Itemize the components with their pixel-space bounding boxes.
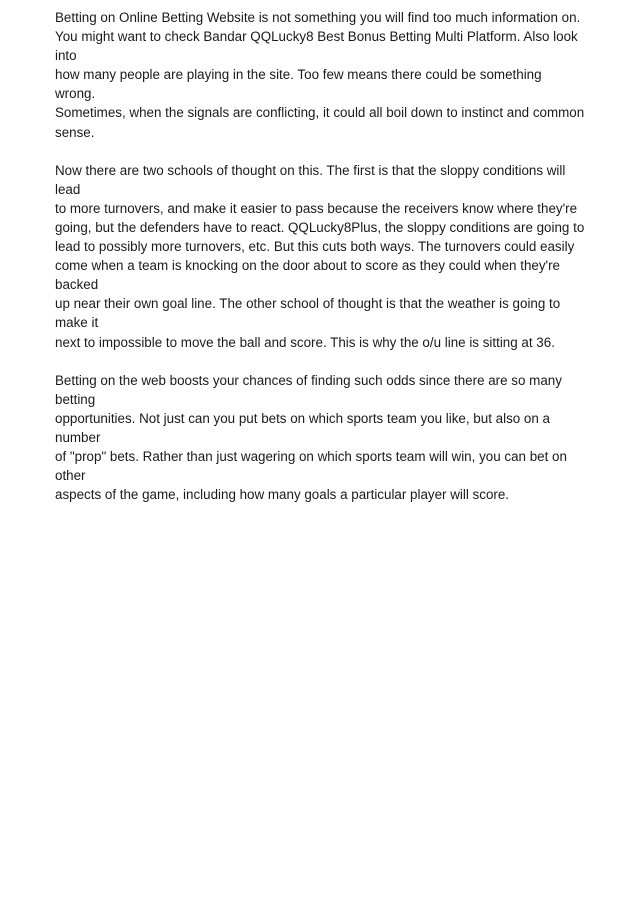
paragraph-1: Betting on Online Betting Website is not something you will find too much information on. You might want to check Bandar QQLucky8 Best Bonus Betting Multi Platform. Also look into how many people are playing in the site. Too few means there could be something wrong. Sometimes, when the signals are conflicting, it could all boil down to instinct and common sense. bbox=[55, 10, 585, 140]
paragraph-2: Now there are two schools of thought on this. The first is that the sloppy conditions will lead to more turnovers, and make it easier to pass because the receivers know where they're going, but the defenders have to react. QQLucky8Plus, the sloppy conditions are going to lead to possibly more turnovers, etc. But this cuts both ways. The turnovers could easily come when a team is knocking on the door about to score as they could when they're backed up near their own goal line. The other school of thought is that the weather is going to make it next to impossible to move the ball and score. This is why the o/u line is sitting at 36. bbox=[55, 162, 585, 350]
document-body bbox=[55, 8, 585, 523]
paragraph-3: Betting on the web boosts your chances of finding such odds since there are so many betting opportunities. Not just can you put bets on which sports team you like, but also on a number of "prop" bets. Rather than just wagering on which sports team will win, you can bet on other aspects of the game, including how many goals a particular player will score. bbox=[55, 372, 567, 503]
